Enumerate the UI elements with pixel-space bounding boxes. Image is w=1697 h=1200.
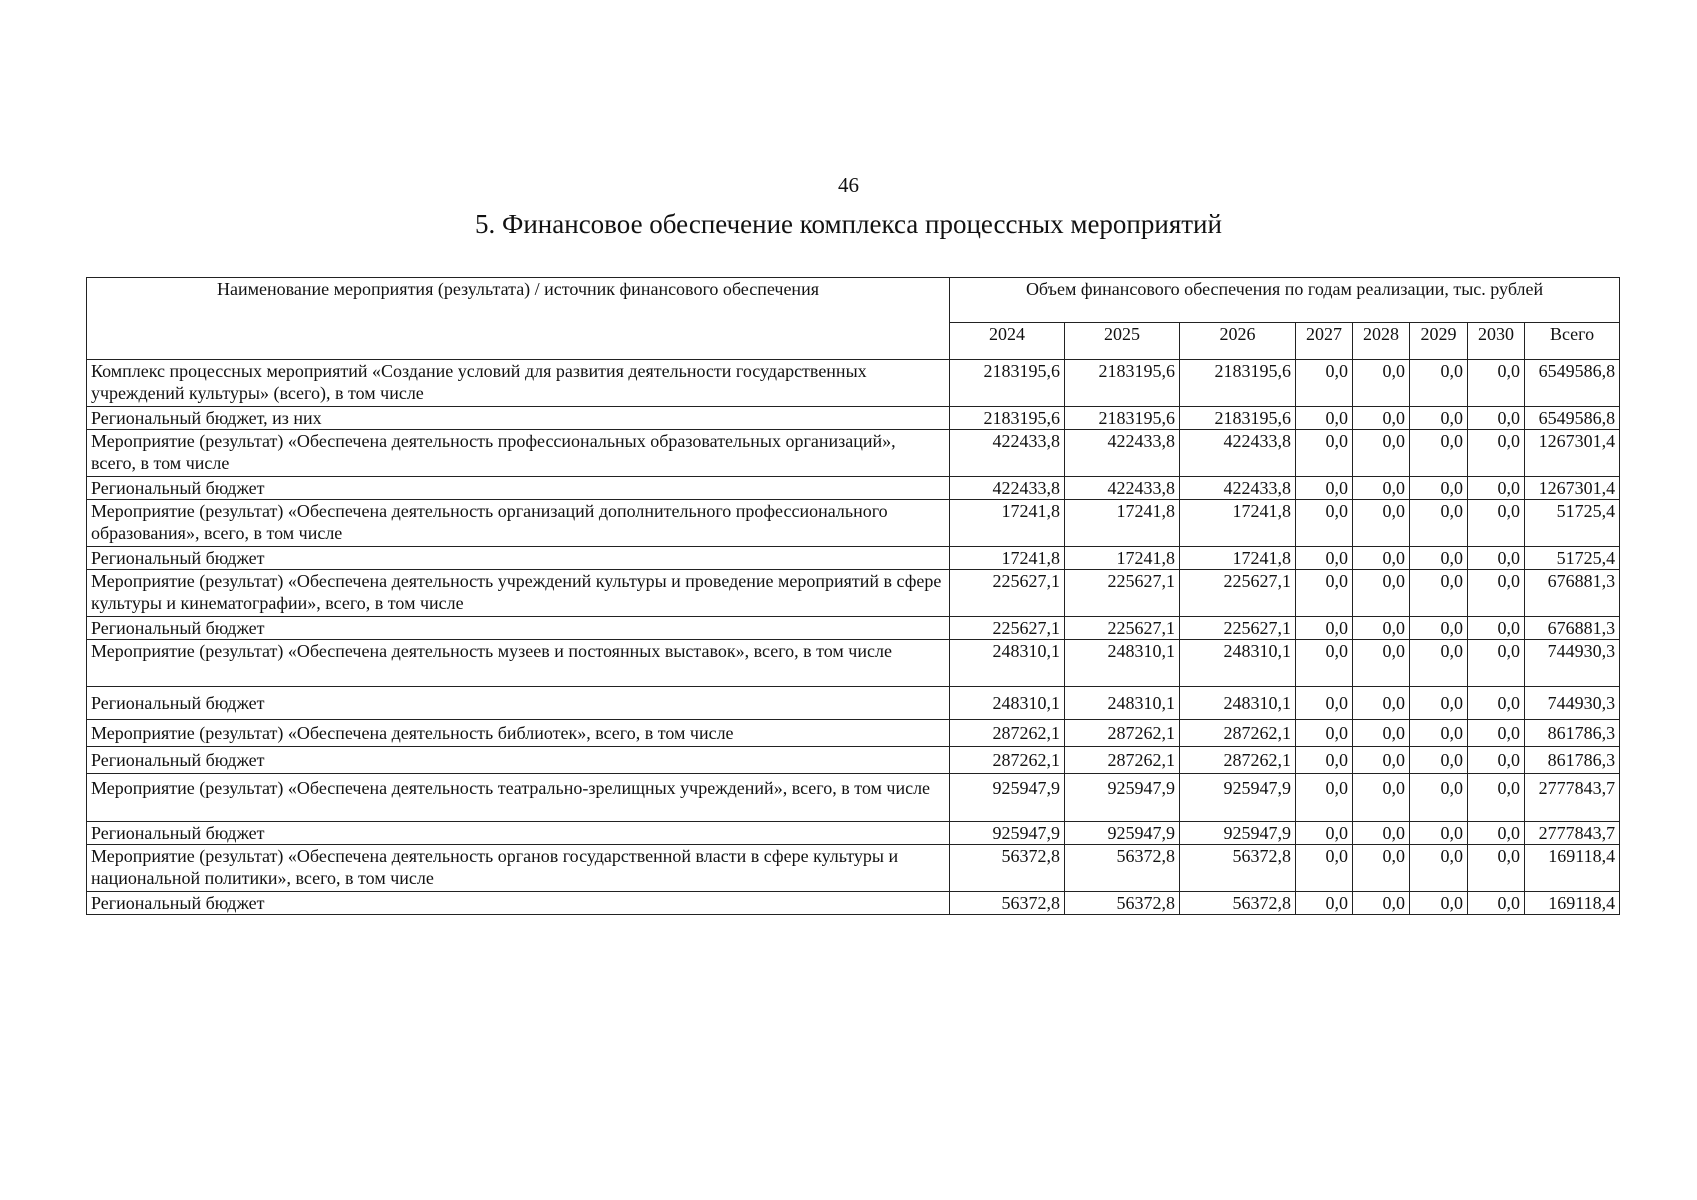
row-value: 0,0: [1296, 617, 1353, 640]
row-value: 2183195,6: [1065, 360, 1180, 407]
row-value: 0,0: [1468, 430, 1525, 477]
row-value: 0,0: [1468, 845, 1525, 892]
header-total: Всего: [1525, 323, 1620, 360]
table-row: [87, 430, 1620, 477]
row-value: 0,0: [1410, 500, 1468, 547]
row-total: 861786,3: [1525, 720, 1620, 747]
row-name: Мероприятие (результат) «Обеспечена деятельность профессиональных образовательных организаций», всего, в том числе: [87, 430, 950, 477]
row-value: 0,0: [1353, 570, 1410, 617]
row-value: 925947,9: [950, 822, 1065, 845]
row-total: 1267301,4: [1525, 477, 1620, 500]
row-value: 248310,1: [1180, 640, 1296, 687]
row-value: 248310,1: [950, 640, 1065, 687]
row-value: 925947,9: [1180, 774, 1296, 822]
row-value: 56372,8: [1180, 892, 1296, 915]
row-value: 0,0: [1468, 822, 1525, 845]
row-value: 17241,8: [1065, 547, 1180, 570]
row-value: 0,0: [1353, 500, 1410, 547]
row-name: Региональный бюджет: [87, 687, 950, 720]
row-value: 0,0: [1353, 687, 1410, 720]
header-year: 2027: [1296, 323, 1353, 360]
row-value: 225627,1: [1180, 570, 1296, 617]
row-value: 0,0: [1410, 570, 1468, 617]
row-value: 2183195,6: [1180, 407, 1296, 430]
row-value: 0,0: [1468, 547, 1525, 570]
row-value: 0,0: [1353, 822, 1410, 845]
table-row: [87, 570, 1620, 617]
row-value: 17241,8: [1180, 500, 1296, 547]
row-value: 225627,1: [950, 617, 1065, 640]
row-value: 925947,9: [950, 774, 1065, 822]
row-value: 0,0: [1410, 822, 1468, 845]
row-value: 248310,1: [1180, 687, 1296, 720]
row-value: 925947,9: [1065, 774, 1180, 822]
row-value: 925947,9: [1180, 822, 1296, 845]
row-value: 0,0: [1296, 640, 1353, 687]
header-row: [87, 278, 1620, 323]
row-value: 422433,8: [1180, 430, 1296, 477]
row-value: 422433,8: [1180, 477, 1296, 500]
row-name: Региональный бюджет: [87, 747, 950, 774]
row-name: Региональный бюджет: [87, 892, 950, 915]
row-value: 225627,1: [950, 570, 1065, 617]
row-value: 0,0: [1296, 687, 1353, 720]
row-value: 287262,1: [1180, 747, 1296, 774]
row-name: Мероприятие (результат) «Обеспечена деятельность библиотек», всего, в том числе: [87, 720, 950, 747]
row-value: 0,0: [1296, 477, 1353, 500]
row-value: 0,0: [1410, 407, 1468, 430]
row-value: 56372,8: [1065, 845, 1180, 892]
row-value: 0,0: [1468, 477, 1525, 500]
row-value: 0,0: [1410, 547, 1468, 570]
row-value: 287262,1: [1065, 720, 1180, 747]
row-value: 0,0: [1468, 570, 1525, 617]
row-name: Региональный бюджет: [87, 617, 950, 640]
row-value: 0,0: [1296, 845, 1353, 892]
row-value: 0,0: [1410, 640, 1468, 687]
row-value: 0,0: [1353, 477, 1410, 500]
row-value: 0,0: [1468, 687, 1525, 720]
table-row: [87, 822, 1620, 845]
row-value: 0,0: [1468, 747, 1525, 774]
row-value: 0,0: [1468, 360, 1525, 407]
row-name: Мероприятие (результат) «Обеспечена деятельность театрально-зрелищных учреждений», всего, в том числе: [87, 774, 950, 822]
row-value: 422433,8: [950, 430, 1065, 477]
header-year: 2030: [1468, 323, 1525, 360]
row-value: 17241,8: [1180, 547, 1296, 570]
row-name: Региональный бюджет: [87, 547, 950, 570]
header-year: 2024: [950, 323, 1065, 360]
row-value: 287262,1: [1065, 747, 1180, 774]
row-value: 56372,8: [950, 892, 1065, 915]
row-value: 225627,1: [1180, 617, 1296, 640]
table-row: [87, 617, 1620, 640]
row-value: 225627,1: [1065, 570, 1180, 617]
row-value: 0,0: [1410, 774, 1468, 822]
table-row: [87, 892, 1620, 915]
table-row: [87, 500, 1620, 547]
row-value: 0,0: [1468, 500, 1525, 547]
row-value: 0,0: [1353, 360, 1410, 407]
row-value: 248310,1: [1065, 687, 1180, 720]
row-name: Региональный бюджет, из них: [87, 407, 950, 430]
row-value: 0,0: [1468, 720, 1525, 747]
row-value: 17241,8: [950, 500, 1065, 547]
row-value: 2183195,6: [1065, 407, 1180, 430]
row-total: 861786,3: [1525, 747, 1620, 774]
row-value: 225627,1: [1065, 617, 1180, 640]
row-value: 422433,8: [1065, 430, 1180, 477]
table-row: [87, 720, 1620, 747]
row-value: 0,0: [1468, 640, 1525, 687]
row-value: 287262,1: [950, 720, 1065, 747]
row-value: 0,0: [1353, 774, 1410, 822]
table-row: [87, 640, 1620, 687]
row-value: 422433,8: [1065, 477, 1180, 500]
row-value: 0,0: [1468, 617, 1525, 640]
row-value: 0,0: [1468, 407, 1525, 430]
row-name: Мероприятие (результат) «Обеспечена деятельность организаций дополнительного профессионального образования», всего, в том числе: [87, 500, 950, 547]
row-total: 6549586,8: [1525, 360, 1620, 407]
header-year: 2026: [1180, 323, 1296, 360]
financing-table: [86, 277, 1620, 915]
row-value: 0,0: [1410, 477, 1468, 500]
row-value: 0,0: [1410, 892, 1468, 915]
row-value: 0,0: [1296, 407, 1353, 430]
row-value: 17241,8: [1065, 500, 1180, 547]
header-year: 2029: [1410, 323, 1468, 360]
header-name: Наименование мероприятия (результата) / источник финансового обеспечения: [87, 278, 950, 360]
row-value: 0,0: [1410, 687, 1468, 720]
row-value: 0,0: [1410, 720, 1468, 747]
row-value: 0,0: [1410, 617, 1468, 640]
row-value: 0,0: [1296, 892, 1353, 915]
row-value: 2183195,6: [1180, 360, 1296, 407]
row-value: 0,0: [1353, 407, 1410, 430]
row-value: 0,0: [1296, 547, 1353, 570]
header-year: 2028: [1353, 323, 1410, 360]
table-row: [87, 774, 1620, 822]
row-value: 0,0: [1353, 430, 1410, 477]
table-row: [87, 845, 1620, 892]
row-value: 0,0: [1353, 640, 1410, 687]
row-value: 2183195,6: [950, 360, 1065, 407]
row-value: 0,0: [1296, 500, 1353, 547]
row-value: 248310,1: [1065, 640, 1180, 687]
section-title: 5. Финансовое обеспечение комплекса процессных мероприятий: [475, 209, 1222, 239]
row-value: 56372,8: [950, 845, 1065, 892]
row-value: 0,0: [1410, 845, 1468, 892]
row-value: 0,0: [1353, 617, 1410, 640]
table-row: [87, 547, 1620, 570]
row-value: 0,0: [1296, 747, 1353, 774]
row-value: 0,0: [1296, 360, 1353, 407]
row-total: 744930,3: [1525, 640, 1620, 687]
row-total: 1267301,4: [1525, 430, 1620, 477]
row-name: Мероприятие (результат) «Обеспечена деятельность учреждений культуры и проведение мероприятий в сфере культуры и кинематографии», всего, в том числе: [87, 570, 950, 617]
row-name: Мероприятие (результат) «Обеспечена деятельность органов государственной власти в сфере культуры и национальной политики», всего, в том числе: [87, 845, 950, 892]
table-row: [87, 687, 1620, 720]
row-total: 2777843,7: [1525, 822, 1620, 845]
row-total: 51725,4: [1525, 547, 1620, 570]
row-total: 676881,3: [1525, 617, 1620, 640]
row-total: 676881,3: [1525, 570, 1620, 617]
row-name: Региональный бюджет: [87, 822, 950, 845]
table-row: [87, 407, 1620, 430]
row-value: 56372,8: [1180, 845, 1296, 892]
row-value: 0,0: [1410, 747, 1468, 774]
row-value: 925947,9: [1065, 822, 1180, 845]
row-value: 0,0: [1353, 892, 1410, 915]
table-row: [87, 747, 1620, 774]
row-total: 6549586,8: [1525, 407, 1620, 430]
table-row: [87, 360, 1620, 407]
row-total: 169118,4: [1525, 845, 1620, 892]
row-total: 169118,4: [1525, 892, 1620, 915]
row-value: 0,0: [1468, 774, 1525, 822]
row-value: 2183195,6: [950, 407, 1065, 430]
table-row: [87, 477, 1620, 500]
row-value: 0,0: [1353, 845, 1410, 892]
row-value: 0,0: [1296, 430, 1353, 477]
row-value: 287262,1: [1180, 720, 1296, 747]
row-total: 51725,4: [1525, 500, 1620, 547]
row-value: 248310,1: [950, 687, 1065, 720]
row-value: 0,0: [1296, 822, 1353, 845]
row-value: 17241,8: [950, 547, 1065, 570]
page-number: 46: [838, 173, 859, 197]
row-value: 0,0: [1353, 547, 1410, 570]
row-value: 0,0: [1410, 430, 1468, 477]
row-value: 0,0: [1468, 892, 1525, 915]
row-name: Региональный бюджет: [87, 477, 950, 500]
row-value: 0,0: [1296, 774, 1353, 822]
header-volume: Объем финансового обеспечения по годам реализации, тыс. рублей: [950, 278, 1620, 323]
row-value: 0,0: [1353, 720, 1410, 747]
row-value: 0,0: [1353, 747, 1410, 774]
row-total: 744930,3: [1525, 687, 1620, 720]
header-year: 2025: [1065, 323, 1180, 360]
row-value: 287262,1: [950, 747, 1065, 774]
row-value: 0,0: [1410, 360, 1468, 407]
row-value: 422433,8: [950, 477, 1065, 500]
row-name: Комплекс процессных мероприятий «Создание условий для развития деятельности государственных учреждений культуры» (всего), в том числе: [87, 360, 950, 407]
row-value: 0,0: [1296, 720, 1353, 747]
row-total: 2777843,7: [1525, 774, 1620, 822]
row-value: 56372,8: [1065, 892, 1180, 915]
row-name: Мероприятие (результат) «Обеспечена деятельность музеев и постоянных выставок», всего, в том числе: [87, 640, 950, 687]
row-value: 0,0: [1296, 570, 1353, 617]
